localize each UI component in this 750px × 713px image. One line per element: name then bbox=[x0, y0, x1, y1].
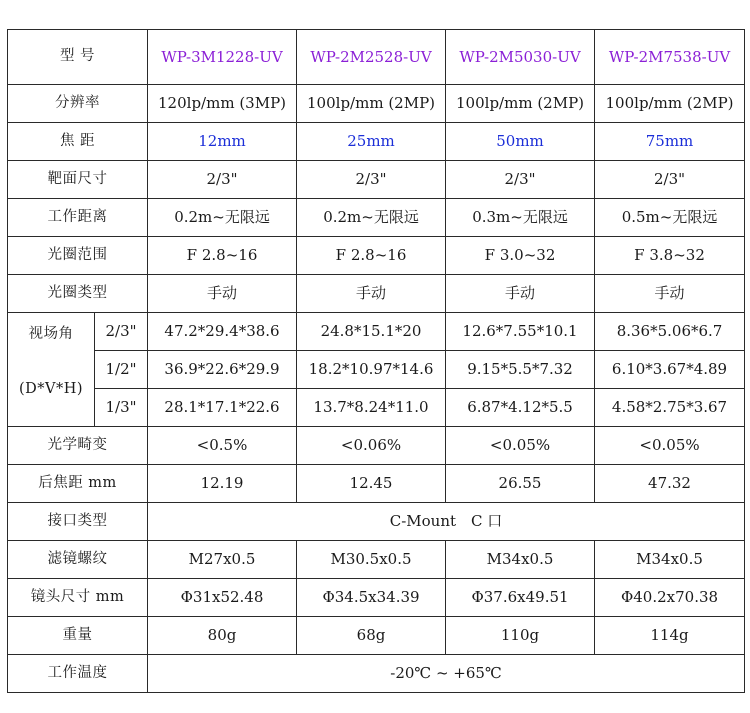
back-focal-cell: 12.45 bbox=[297, 465, 446, 503]
resolution-cell: 100lp/mm (2MP) bbox=[446, 85, 595, 123]
fov-cell: 9.15*5.5*7.32 bbox=[446, 351, 595, 389]
filter-thread-row bbox=[8, 541, 745, 579]
resolution-row bbox=[8, 85, 745, 123]
filter-thread-cell: M34x0.5 bbox=[446, 541, 595, 579]
back-focal-row bbox=[8, 465, 745, 503]
fov-row bbox=[8, 389, 745, 427]
aperture-type-row bbox=[8, 275, 745, 313]
sensor-row bbox=[8, 161, 745, 199]
back-focal-cell: 47.32 bbox=[595, 465, 745, 503]
aperture-type-cell: 手动 bbox=[297, 275, 446, 313]
model-header-label: 型 号 bbox=[8, 30, 148, 85]
distortion-cell: <0.05% bbox=[446, 427, 595, 465]
fov-cell: 18.2*10.97*14.6 bbox=[297, 351, 446, 389]
distortion-row bbox=[8, 427, 745, 465]
mount-cell: C-Mount C 口 bbox=[148, 503, 745, 541]
fov-label-cell bbox=[8, 313, 95, 427]
row-label: 滤镜螺纹 bbox=[8, 541, 148, 579]
lens-spec-table bbox=[7, 29, 745, 693]
fov-cell: 6.87*4.12*5.5 bbox=[446, 389, 595, 427]
filter-thread-cell: M30.5x0.5 bbox=[297, 541, 446, 579]
back-focal-cell: 26.55 bbox=[446, 465, 595, 503]
mount-row bbox=[8, 503, 745, 541]
row-label: 光圈类型 bbox=[8, 275, 148, 313]
focal-cell: 50mm bbox=[446, 123, 595, 161]
model-row bbox=[8, 30, 745, 85]
aperture-type-cell: 手动 bbox=[148, 275, 297, 313]
sensor-cell: 2/3" bbox=[446, 161, 595, 199]
weight-cell: 114g bbox=[595, 617, 745, 655]
fov-cell: 6.10*3.67*4.89 bbox=[595, 351, 745, 389]
filter-thread-cell: M34x0.5 bbox=[595, 541, 745, 579]
model-name: WP-2M7538-UV bbox=[595, 30, 745, 85]
working-distance-cell: 0.2m~无限远 bbox=[148, 199, 297, 237]
row-label: 镜头尺寸 mm bbox=[8, 579, 148, 617]
distortion-cell: <0.5% bbox=[148, 427, 297, 465]
aperture-range-row bbox=[8, 237, 745, 275]
row-label: 靶面尺寸 bbox=[8, 161, 148, 199]
working-distance-cell: 0.3m~无限远 bbox=[446, 199, 595, 237]
lens-size-cell: Φ34.5x34.39 bbox=[297, 579, 446, 617]
working-distance-cell: 0.5m~无限远 bbox=[595, 199, 745, 237]
resolution-cell: 120lp/mm (3MP) bbox=[148, 85, 297, 123]
fov-row bbox=[8, 351, 745, 389]
model-name: WP-3M1228-UV bbox=[148, 30, 297, 85]
focal-cell: 75mm bbox=[595, 123, 745, 161]
sensor-cell: 2/3" bbox=[297, 161, 446, 199]
resolution-cell: 100lp/mm (2MP) bbox=[595, 85, 745, 123]
row-label: 光学畸变 bbox=[8, 427, 148, 465]
sensor-cell: 2/3" bbox=[148, 161, 297, 199]
temperature-cell: -20℃ ~ +65℃ bbox=[148, 655, 745, 693]
aperture-range-cell: F 2.8~16 bbox=[148, 237, 297, 275]
filter-thread-cell: M27x0.5 bbox=[148, 541, 297, 579]
temperature-row bbox=[8, 655, 745, 693]
aperture-range-cell: F 3.8~32 bbox=[595, 237, 745, 275]
aperture-type-cell: 手动 bbox=[595, 275, 745, 313]
sensor-cell: 2/3" bbox=[595, 161, 745, 199]
row-label: 工作距离 bbox=[8, 199, 148, 237]
row-label: 后焦距 mm bbox=[8, 465, 148, 503]
aperture-range-cell: F 3.0~32 bbox=[446, 237, 595, 275]
fov-label: 视场角 bbox=[28, 326, 74, 342]
fov-row bbox=[8, 313, 745, 351]
distortion-cell: <0.06% bbox=[297, 427, 446, 465]
row-label: 重量 bbox=[8, 617, 148, 655]
row-label: 接口类型 bbox=[8, 503, 148, 541]
focal-row bbox=[8, 123, 745, 161]
fov-size: 1/3" bbox=[95, 389, 148, 427]
fov-size: 2/3" bbox=[95, 313, 148, 351]
back-focal-cell: 12.19 bbox=[148, 465, 297, 503]
focal-cell: 25mm bbox=[297, 123, 446, 161]
lens-size-row bbox=[8, 579, 745, 617]
aperture-type-cell: 手动 bbox=[446, 275, 595, 313]
lens-size-cell: Φ40.2x70.38 bbox=[595, 579, 745, 617]
fov-cell: 4.58*2.75*3.67 bbox=[595, 389, 745, 427]
row-label: 分辨率 bbox=[8, 85, 148, 123]
working-distance-row bbox=[8, 199, 745, 237]
distortion-cell: <0.05% bbox=[595, 427, 745, 465]
working-distance-cell: 0.2m~无限远 bbox=[297, 199, 446, 237]
weight-cell: 68g bbox=[297, 617, 446, 655]
weight-row bbox=[8, 617, 745, 655]
focal-cell: 12mm bbox=[148, 123, 297, 161]
weight-cell: 110g bbox=[446, 617, 595, 655]
fov-cell: 8.36*5.06*6.7 bbox=[595, 313, 745, 351]
aperture-range-cell: F 2.8~16 bbox=[297, 237, 446, 275]
fov-cell: 12.6*7.55*10.1 bbox=[446, 313, 595, 351]
fov-cell: 28.1*17.1*22.6 bbox=[148, 389, 297, 427]
row-label: 工作温度 bbox=[8, 655, 148, 693]
lens-size-cell: Φ31x52.48 bbox=[148, 579, 297, 617]
fov-cell: 24.8*15.1*20 bbox=[297, 313, 446, 351]
fov-cell: 36.9*22.6*29.9 bbox=[148, 351, 297, 389]
resolution-cell: 100lp/mm (2MP) bbox=[297, 85, 446, 123]
row-label: 光圈范围 bbox=[8, 237, 148, 275]
fov-size: 1/2" bbox=[95, 351, 148, 389]
model-name: WP-2M5030-UV bbox=[446, 30, 595, 85]
model-name: WP-2M2528-UV bbox=[297, 30, 446, 85]
lens-size-cell: Φ37.6x49.51 bbox=[446, 579, 595, 617]
row-label: 焦 距 bbox=[8, 123, 148, 161]
fov-cell: 47.2*29.4*38.6 bbox=[148, 313, 297, 351]
fov-sublabel: (D*V*H) bbox=[18, 381, 84, 397]
fov-cell: 13.7*8.24*11.0 bbox=[297, 389, 446, 427]
weight-cell: 80g bbox=[148, 617, 297, 655]
